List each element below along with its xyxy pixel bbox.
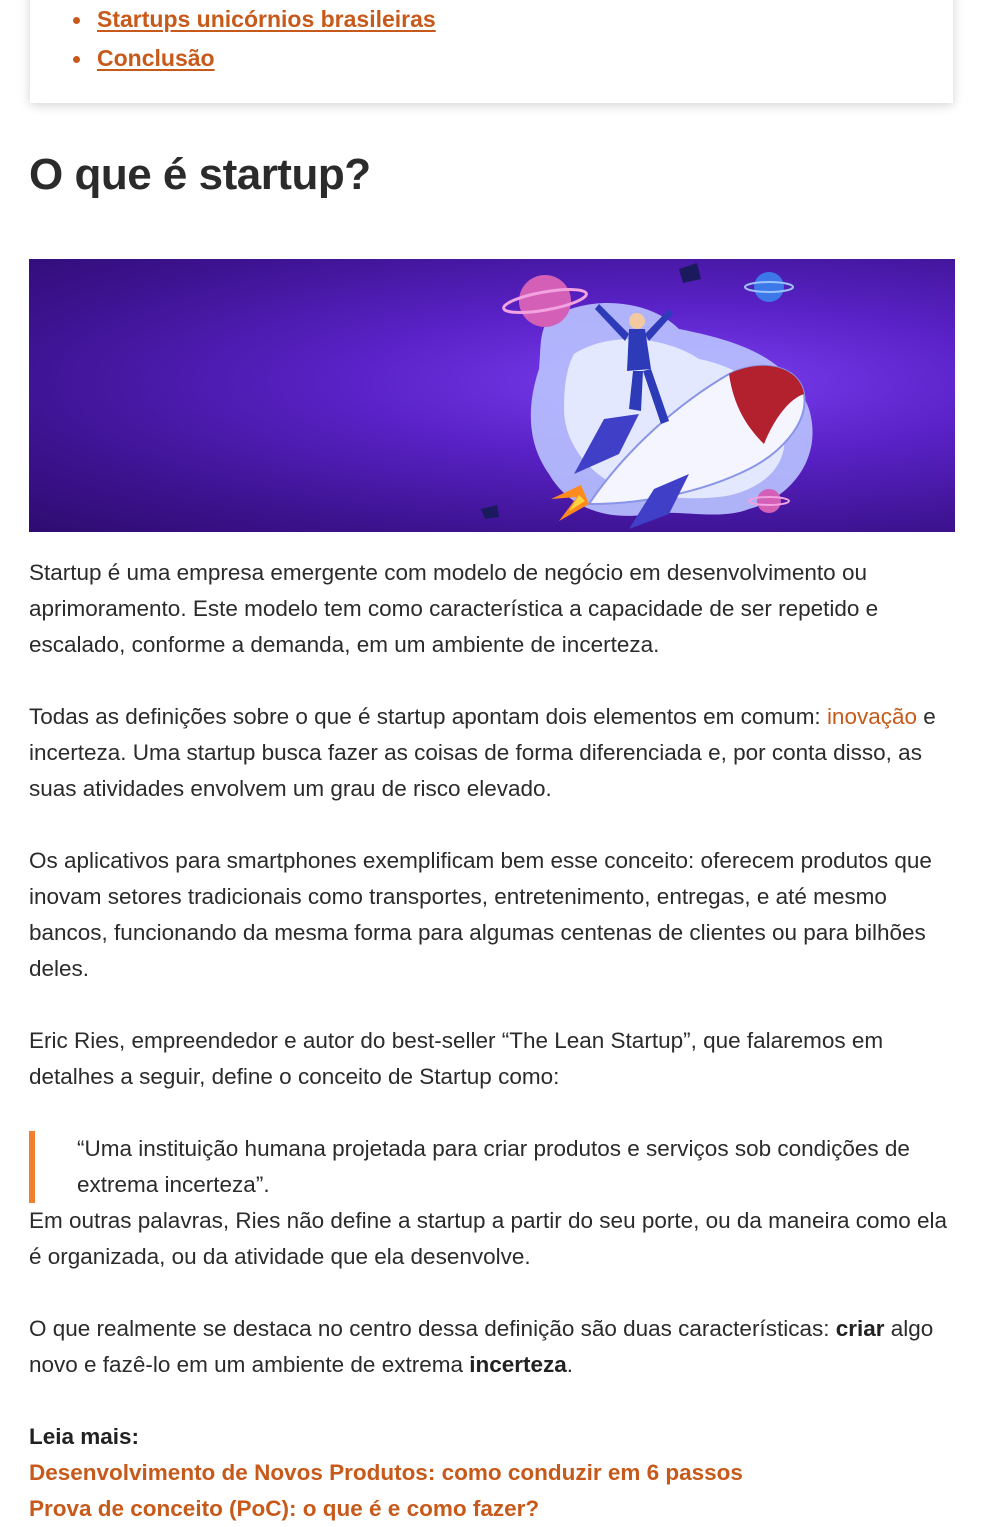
paragraph: Em outras palavras, Ries não define a startup a partir do seu porte, ou da maneira como ela é organizada, ou da atividade que ela desenvolve.: [29, 1208, 948, 1269]
planet-small-shape: [757, 489, 781, 513]
read-more-block: [29, 1419, 955, 1527]
read-more-link-prova-de-conceito[interactable]: Prova de conceito (PoC): o que é e como fazer?: [29, 1496, 540, 1521]
read-more-link-novos-produtos[interactable]: Desenvolvimento de Novos Produtos: como conduzir em 6 passos: [29, 1460, 743, 1485]
planet-blue-shape: [754, 272, 784, 302]
blockquote: “Uma instituição humana projetada para criar produtos e serviços sob condições de extrema incerteza”.: [29, 1131, 955, 1203]
toc-item: [30, 0, 436, 39]
table-of-contents: [30, 0, 953, 103]
bold-criar: criar: [835, 1316, 885, 1341]
toc-list: [30, 0, 436, 78]
planet-large-shape: [519, 275, 571, 327]
bold-incerteza: incerteza: [469, 1352, 567, 1377]
read-more-label: Leia mais:: [29, 1424, 140, 1449]
hero-illustration: [29, 259, 955, 532]
paragraph: [29, 699, 955, 807]
space-debris-shape: [481, 505, 499, 519]
space-debris-shape: [679, 263, 701, 283]
paragraph-text: Todas as definições sobre o que é startup apontam dois elementos em comum:: [29, 704, 827, 729]
paragraph: Os aplicativos para smartphones exemplificam bem esse conceito: oferecem produtos que inovam setores tradicionais como transportes, entretenimento, entregas, e até mesmo bancos, funcionando da mesma forma para algumas centenas de clientes ou para bilhões deles.: [29, 848, 932, 981]
toc-link-conclusao[interactable]: Conclusão: [97, 45, 215, 71]
paragraph: [29, 1311, 955, 1383]
rocket-illustration: [29, 259, 955, 532]
paragraph: Startup é uma empresa emergente com modelo de negócio em desenvolvimento ou aprimoramento. Este modelo tem como característica a capacidade de ser repetido e escalado, conforme a demanda, em um ambiente de incerteza.: [29, 560, 879, 657]
toc-item: [30, 39, 436, 78]
toc-link-startups-unicornios[interactable]: Startups unicórnios brasileiras: [97, 6, 436, 32]
paragraph-text: O que realmente se destaca no centro dessa definição são duas características:: [29, 1316, 836, 1341]
inovacao-link[interactable]: inovação: [826, 704, 918, 729]
paragraph-text: .: [566, 1352, 574, 1377]
person-head-shape: [629, 313, 645, 329]
article-body: [29, 555, 955, 1527]
paragraph-text: e incerteza. Uma startup busca fazer as coisas de forma diferenciada e, por conta disso, as suas atividades envolvem um grau de risco elevado.: [29, 704, 936, 801]
section-title: O que é startup?: [29, 150, 371, 199]
paragraph: Eric Ries, empreendedor e autor do best-seller “The Lean Startup”, que falaremos em detalhes a seguir, define o conceito de Startup como:: [29, 1028, 884, 1089]
paragraph-text: algo novo e fazê-lo em um ambiente de extrema: [29, 1316, 934, 1377]
